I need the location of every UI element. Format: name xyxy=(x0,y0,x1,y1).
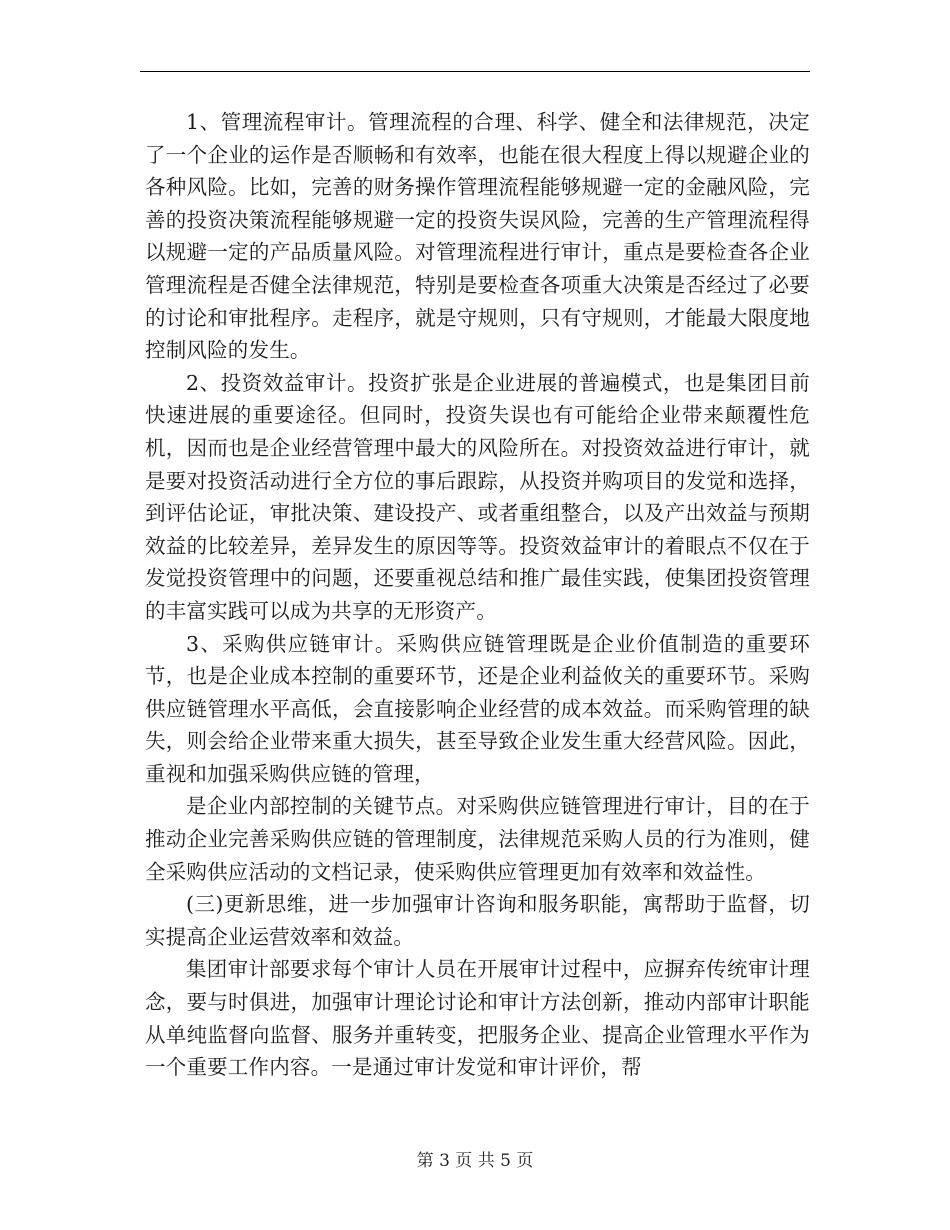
header-rule xyxy=(140,71,810,72)
paragraph-management-process-audit: 1、管理流程审计。管理流程的合理、科学、健全和法律规范，决定了一个企业的运作是否顺畅和有效率，也能在很大程度上得以规避企业的各种风险。比如，完善的财务操作管理流程能够规避一定的金融风险，完善的投资决策流程能够规避一定的投资失误风险，完善的生产管理流程得以规避一定的产品质量风险。对管理流程进行审计，重点是要检查各企业管理流程是否健全法律规范，特别是要检查各项重大决策是否经过了必要的讨论和审批程序。走程序，就是守规则，只有守规则，才能最大限度地控制风险的发生。 xyxy=(145,110,810,363)
paragraph-procurement-supply-chain-audit: 3、采购供应链审计。采购供应链管理既是企业价值制造的重要环节，也是企业成本控制的重要环节，还是企业利益攸关的重要环节。采购供应链管理水平高低，会直接影响企业经营的成本效益。而采购管理的缺失，则会给企业带来重大损失，甚至导致企业发生重大经营风险。因此，重视和加强采购供应链的管理， xyxy=(145,631,810,786)
document-body xyxy=(145,106,810,1084)
page-number-footer xyxy=(0,1150,950,1172)
page-number-text: 第 3 页 共 5 页 xyxy=(416,1151,534,1171)
paragraph-audit-department-requirements: 集团审计部要求每个审计人员在开展审计过程中，应摒弃传统审计理念，要与时俱进，加强审计理论讨论和审计方法创新，推动内部审计职能从单纯监督向监督、服务并重转变，把服务企业、提高企业管理水平作为一个重要工作内容。一是通过审计发觉和审计评价，帮 xyxy=(145,957,810,1080)
paragraph-update-thinking: (三)更新思维，进一步加强审计咨询和服务职能，寓帮助于监督，切实提高企业运营效率和效益。 xyxy=(145,892,810,949)
paragraph-internal-control-key-node: 是企业内部控制的关键节点。对采购供应链管理进行审计，目的在于推动企业完善采购供应链的管理制度，法律规范采购人员的行为准则，健全采购供应活动的文档记录，使采购供应管理更加有效率和效益性。 xyxy=(145,794,810,884)
paragraph-investment-benefit-audit: 2、投资效益审计。投资扩张是企业进展的普遍模式，也是集团目前快速进展的重要途径。但同时，投资失误也有可能给企业带来颠覆性危机，因而也是企业经营管理中最大的风险所在。对投资效益进行审计，就是要对投资活动进行全方位的事后跟踪，从投资并购项目的发觉和选择，到评估论证，审批决策、建设投产、或者重组整合，以及产出效益与预期效益的比较差异，差异发生的原因等等。投资效益审计的着眼点不仅在于发觉投资管理中的问题，还要重视总结和推广最佳实践，使集团投资管理的丰富实践可以成为共享的无形资产。 xyxy=(145,370,810,623)
